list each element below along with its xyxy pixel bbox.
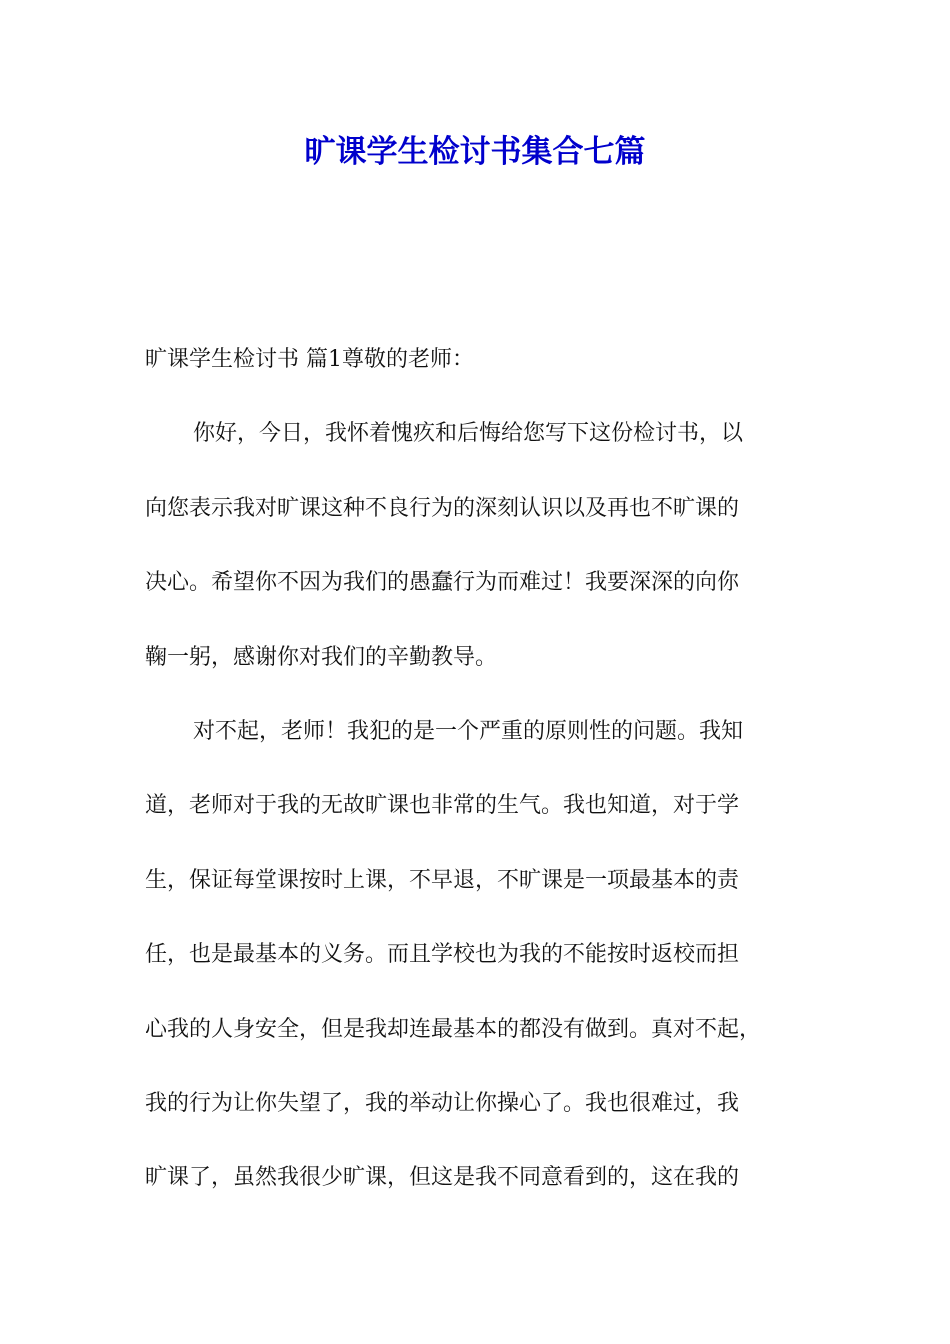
paragraph-line: 对不起，老师！我犯的是一个严重的原则性的问题。我知 [193, 718, 744, 744]
document-body [145, 338, 810, 1231]
section-heading: 旷课学生检讨书 篇1尊敬的老师： [145, 347, 474, 372]
paragraph-line: 鞠一躬，感谢你对我们的辛勤教导。 [145, 644, 498, 670]
paragraph-line: 决心。希望你不因为我们的愚蠢行为而难过！我要深深的向你 [145, 570, 740, 596]
paragraph-line: 旷课了，虽然我很少旷课，但这是我不同意看到的，这在我的 [145, 1165, 740, 1191]
paragraph-line: 生，保证每堂课按时上课，不早退，不旷课是一项最基本的责 [145, 867, 740, 893]
paragraph-line: 你好，今日，我怀着愧疚和后悔给您写下这份检讨书，以 [193, 421, 744, 447]
paragraph-line: 心我的人身安全，但是我却连最基本的都没有做到。真对不起， [145, 1016, 762, 1042]
paragraph-line: 道，老师对于我的无故旷课也非常的生气。我也知道，对于学 [145, 793, 740, 819]
document-title: 旷课学生检讨书集合七篇 [304, 134, 646, 170]
paragraph-line: 任，也是最基本的义务。而且学校也为我的不能按时返校而担 [145, 942, 740, 968]
paragraph-line: 我的行为让你失望了，我的举动让你操心了。我也很难过，我 [145, 1090, 740, 1116]
paragraph-line: 向您表示我对旷课这种不良行为的深刻认识以及再也不旷课的 [145, 495, 740, 521]
